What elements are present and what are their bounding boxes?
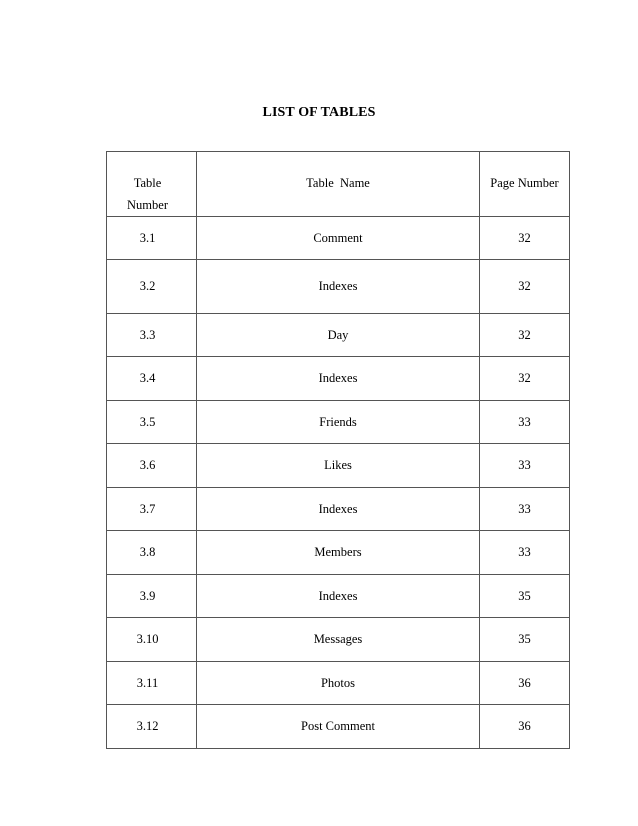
row-table-number: 3.12 xyxy=(136,719,159,733)
row-page-number-cell xyxy=(480,314,570,357)
row-table-name-cell xyxy=(197,662,480,705)
row-page-number: 33 xyxy=(518,458,531,472)
row-page-number-cell xyxy=(480,217,570,260)
table-row xyxy=(107,314,570,357)
row-table-name: Likes xyxy=(324,458,352,472)
row-table-number-cell xyxy=(107,444,197,488)
row-table-name-cell xyxy=(197,444,480,488)
table-row xyxy=(107,618,570,662)
row-page-number-cell xyxy=(480,705,570,749)
row-page-number-cell xyxy=(480,444,570,488)
row-table-number-cell xyxy=(107,357,197,401)
row-table-name: Messages xyxy=(313,632,363,646)
row-table-number-cell xyxy=(107,260,197,314)
row-table-name-cell xyxy=(197,618,480,662)
row-table-number: 3.8 xyxy=(139,545,156,559)
row-page-number: 35 xyxy=(518,588,531,603)
row-table-name: Indexes xyxy=(318,371,358,385)
row-table-number: 3.3 xyxy=(139,327,156,342)
row-page-number: 32 xyxy=(518,279,531,293)
row-page-number: 32 xyxy=(518,327,531,342)
header-table-name-label: Table Name xyxy=(306,176,370,190)
row-table-number-cell xyxy=(107,314,197,357)
table-row xyxy=(107,357,570,401)
table-row xyxy=(107,662,570,705)
list-of-tables xyxy=(106,151,570,749)
row-table-name: Indexes xyxy=(318,501,358,516)
row-table-number: 3.9 xyxy=(139,588,156,603)
row-table-number: 3.2 xyxy=(139,279,156,293)
row-table-number: 3.1 xyxy=(139,230,156,245)
row-table-name: Photos xyxy=(320,675,356,690)
row-page-number-cell xyxy=(480,662,570,705)
row-table-number: 3.4 xyxy=(139,371,156,385)
header-page-number xyxy=(480,152,570,217)
row-table-name: Comment xyxy=(313,230,363,245)
row-table-number-cell xyxy=(107,705,197,749)
row-table-name: Indexes xyxy=(318,588,358,603)
row-table-number: 3.11 xyxy=(136,675,159,690)
table-header-row xyxy=(107,152,570,217)
row-table-name-cell xyxy=(197,488,480,531)
row-page-number-cell xyxy=(480,575,570,618)
row-table-name: Members xyxy=(314,545,362,559)
row-page-number: 33 xyxy=(518,501,531,516)
row-table-name-cell xyxy=(197,401,480,444)
row-page-number: 32 xyxy=(518,230,531,245)
header-table-number-line1: Table xyxy=(133,176,162,190)
table-row xyxy=(107,531,570,575)
table-row xyxy=(107,488,570,531)
row-table-name-cell xyxy=(197,217,480,260)
row-page-number: 33 xyxy=(518,545,531,559)
header-table-number-line2: Number xyxy=(127,198,168,212)
row-table-number-cell xyxy=(107,531,197,575)
row-page-number-cell xyxy=(480,618,570,662)
row-page-number-cell xyxy=(480,260,570,314)
row-page-number-cell xyxy=(480,357,570,401)
table-body xyxy=(107,217,570,749)
row-table-number: 3.6 xyxy=(139,458,156,472)
row-table-name-cell xyxy=(197,531,480,575)
row-page-number: 32 xyxy=(518,371,531,385)
header-table-name xyxy=(197,152,480,217)
row-page-number: 35 xyxy=(518,632,531,646)
page-title: LIST OF TABLES xyxy=(262,105,376,120)
row-table-name-cell xyxy=(197,260,480,314)
row-table-number-cell xyxy=(107,217,197,260)
row-table-number: 3.5 xyxy=(139,414,156,429)
table-row xyxy=(107,575,570,618)
table-row xyxy=(107,444,570,488)
row-table-name: Friends xyxy=(319,414,357,429)
row-table-number-cell xyxy=(107,488,197,531)
row-table-number-cell xyxy=(107,662,197,705)
row-table-name-cell xyxy=(197,575,480,618)
table-row xyxy=(107,217,570,260)
row-table-name-cell xyxy=(197,705,480,749)
table-row xyxy=(107,401,570,444)
header-page-number-label: Page Number xyxy=(490,176,559,190)
row-page-number: 36 xyxy=(518,675,531,690)
row-table-number-cell xyxy=(107,618,197,662)
row-table-number: 3.10 xyxy=(136,632,159,646)
row-page-number: 36 xyxy=(518,719,531,733)
row-table-name: Post Comment xyxy=(301,719,375,733)
table-row xyxy=(107,260,570,314)
header-table-number xyxy=(107,152,197,217)
row-table-name: Indexes xyxy=(318,279,358,293)
row-page-number: 33 xyxy=(518,414,531,429)
row-table-number: 3.7 xyxy=(139,501,156,516)
row-table-name-cell xyxy=(197,314,480,357)
row-page-number-cell xyxy=(480,488,570,531)
row-table-name-cell xyxy=(197,357,480,401)
row-table-number-cell xyxy=(107,575,197,618)
row-page-number-cell xyxy=(480,531,570,575)
row-table-name: Day xyxy=(327,327,349,342)
row-table-number-cell xyxy=(107,401,197,444)
row-page-number-cell xyxy=(480,401,570,444)
table-row xyxy=(107,705,570,749)
